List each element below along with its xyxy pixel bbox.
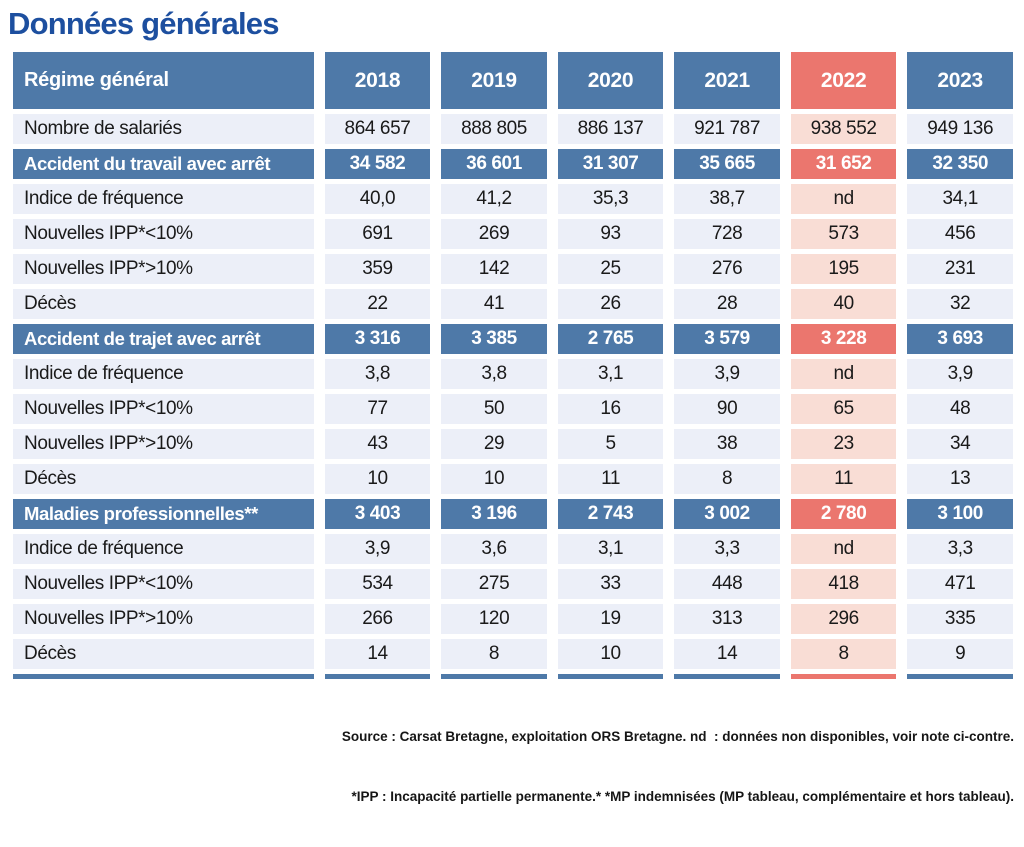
cell-value: 3,6 — [441, 534, 547, 564]
cell-value: 8 — [441, 639, 547, 669]
cell-value: 3 228 — [791, 324, 897, 354]
table-header-label: Régime général — [13, 52, 314, 109]
cell-value: 40,0 — [325, 184, 431, 214]
table-row — [13, 289, 1013, 319]
cell-value: 32 350 — [907, 149, 1013, 179]
year-header-2022: 2022 — [791, 52, 897, 109]
section-row — [13, 149, 1013, 179]
cell-value: 886 137 — [558, 114, 664, 144]
cell-value: 728 — [674, 219, 780, 249]
row-label: Nouvelles IPP*<10% — [13, 569, 314, 599]
row-label: Décès — [13, 639, 314, 669]
cell-value: 8 — [674, 464, 780, 494]
cell-value: 16 — [558, 394, 664, 424]
cell-value: 3 316 — [325, 324, 431, 354]
cell-value: 3,8 — [325, 359, 431, 389]
cell-value: 3,1 — [558, 534, 664, 564]
cell-value: 921 787 — [674, 114, 780, 144]
bottom-bar-segment — [791, 674, 897, 679]
table-row — [13, 219, 1013, 249]
table-row — [13, 254, 1013, 284]
cell-value: 36 601 — [441, 149, 547, 179]
cell-value: 3 100 — [907, 499, 1013, 529]
row-label: Décès — [13, 464, 314, 494]
cell-value: 938 552 — [791, 114, 897, 144]
cell-value: 313 — [674, 604, 780, 634]
data-table — [2, 47, 1024, 684]
year-header-2020: 2020 — [558, 52, 664, 109]
cell-value: 2 743 — [558, 499, 664, 529]
table-row — [13, 359, 1013, 389]
cell-value: 573 — [791, 219, 897, 249]
cell-value: 11 — [791, 464, 897, 494]
cell-value: 35,3 — [558, 184, 664, 214]
cell-value: 34,1 — [907, 184, 1013, 214]
cell-value: 8 — [791, 639, 897, 669]
bottom-bar-segment — [441, 674, 547, 679]
cell-value: 14 — [674, 639, 780, 669]
table-row — [13, 184, 1013, 214]
cell-value: 38,7 — [674, 184, 780, 214]
table-row — [13, 639, 1013, 669]
source-note: Source : Carsat Bretagne, exploitation ORS Bretagne. nd : données non disponibles, voir note ci-contre. — [341, 729, 1014, 744]
cell-value: 13 — [907, 464, 1013, 494]
cell-value: 691 — [325, 219, 431, 249]
row-label: Accident du travail avec arrêt — [13, 149, 314, 179]
cell-value: 335 — [907, 604, 1013, 634]
cell-value: 3 693 — [907, 324, 1013, 354]
cell-value: 864 657 — [325, 114, 431, 144]
cell-value: 888 805 — [441, 114, 547, 144]
cell-value: 269 — [441, 219, 547, 249]
cell-value: 31 652 — [791, 149, 897, 179]
row-label: Nouvelles IPP*>10% — [13, 429, 314, 459]
cell-value: 34 582 — [325, 149, 431, 179]
cell-value: 90 — [674, 394, 780, 424]
cell-value: 34 — [907, 429, 1013, 459]
cell-value: 50 — [441, 394, 547, 424]
cell-value: 275 — [441, 569, 547, 599]
cell-value: 448 — [674, 569, 780, 599]
cell-value: 25 — [558, 254, 664, 284]
cell-value: 48 — [907, 394, 1013, 424]
cell-value: 949 136 — [907, 114, 1013, 144]
row-label: Décès — [13, 289, 314, 319]
cell-value: 120 — [441, 604, 547, 634]
table-header-row — [13, 52, 1013, 109]
cell-value: 456 — [907, 219, 1013, 249]
cell-value: 3,3 — [907, 534, 1013, 564]
cell-value: 28 — [674, 289, 780, 319]
bottom-bar-segment — [674, 674, 780, 679]
cell-value: 93 — [558, 219, 664, 249]
year-header-2021: 2021 — [674, 52, 780, 109]
row-label: Nouvelles IPP*<10% — [13, 394, 314, 424]
cell-value: 359 — [325, 254, 431, 284]
cell-value: 31 307 — [558, 149, 664, 179]
table-row — [13, 394, 1013, 424]
row-label: Indice de fréquence — [13, 184, 314, 214]
cell-value: 26 — [558, 289, 664, 319]
footnote — [0, 687, 1014, 847]
cell-value: 19 — [558, 604, 664, 634]
row-label: Accident de trajet avec arrêt — [13, 324, 314, 354]
cell-value: 3,8 — [441, 359, 547, 389]
cell-value: 276 — [674, 254, 780, 284]
table-row — [13, 464, 1013, 494]
cell-value: 3 385 — [441, 324, 547, 354]
cell-value: 3 403 — [325, 499, 431, 529]
cell-value: 471 — [907, 569, 1013, 599]
cell-value: 2 780 — [791, 499, 897, 529]
cell-value: 231 — [907, 254, 1013, 284]
cell-value: 65 — [791, 394, 897, 424]
cell-value: 296 — [791, 604, 897, 634]
cell-value: 32 — [907, 289, 1013, 319]
cell-value: 266 — [325, 604, 431, 634]
cell-value: 3,9 — [325, 534, 431, 564]
cell-value: 10 — [325, 464, 431, 494]
cell-value: 33 — [558, 569, 664, 599]
cell-value: 2 765 — [558, 324, 664, 354]
cell-value: 29 — [441, 429, 547, 459]
cell-value: 3,9 — [907, 359, 1013, 389]
page-title: Données générales — [8, 6, 279, 41]
abbreviation-note: *IPP : Incapacité partielle permanente.* *MP indemnisées (MP tableau, complémentaire et hors tableau). — [351, 789, 1014, 804]
cell-value: 38 — [674, 429, 780, 459]
table-row — [13, 114, 1013, 144]
cell-value: 77 — [325, 394, 431, 424]
year-header-2019: 2019 — [441, 52, 547, 109]
cell-value: 23 — [791, 429, 897, 459]
cell-value: 3 579 — [674, 324, 780, 354]
cell-value: 195 — [791, 254, 897, 284]
cell-value: 41,2 — [441, 184, 547, 214]
cell-value: 10 — [558, 639, 664, 669]
cell-value: 11 — [558, 464, 664, 494]
cell-value: 35 665 — [674, 149, 780, 179]
row-label: Indice de fréquence — [13, 534, 314, 564]
cell-value: 10 — [441, 464, 547, 494]
year-header-2018: 2018 — [325, 52, 431, 109]
cell-value: 22 — [325, 289, 431, 319]
row-label: Nombre de salariés — [13, 114, 314, 144]
cell-value: 3 002 — [674, 499, 780, 529]
cell-value: 3 196 — [441, 499, 547, 529]
row-label: Indice de fréquence — [13, 359, 314, 389]
cell-value: 41 — [441, 289, 547, 319]
section-row — [13, 499, 1013, 529]
table-bottom-bar — [13, 674, 1013, 679]
row-label: Nouvelles IPP*>10% — [13, 254, 314, 284]
bottom-bar-segment — [325, 674, 431, 679]
cell-value: 534 — [325, 569, 431, 599]
bottom-bar-segment — [13, 674, 314, 679]
section-row — [13, 324, 1013, 354]
cell-value: 3,1 — [558, 359, 664, 389]
year-header-2023: 2023 — [907, 52, 1013, 109]
page — [0, 5, 1024, 804]
table-row — [13, 604, 1013, 634]
cell-value: 43 — [325, 429, 431, 459]
bottom-bar-segment — [907, 674, 1013, 679]
cell-value: nd — [791, 184, 897, 214]
cell-value: 3,9 — [674, 359, 780, 389]
row-label: Nouvelles IPP*<10% — [13, 219, 314, 249]
row-label: Maladies professionnelles** — [13, 499, 314, 529]
cell-value: 418 — [791, 569, 897, 599]
cell-value: 3,3 — [674, 534, 780, 564]
cell-value: nd — [791, 534, 897, 564]
cell-value: 40 — [791, 289, 897, 319]
table-row — [13, 534, 1013, 564]
bottom-bar-segment — [558, 674, 664, 679]
table-row — [13, 569, 1013, 599]
cell-value: 14 — [325, 639, 431, 669]
cell-value: 9 — [907, 639, 1013, 669]
table-row — [13, 429, 1013, 459]
cell-value: 5 — [558, 429, 664, 459]
cell-value: 142 — [441, 254, 547, 284]
row-label: Nouvelles IPP*>10% — [13, 604, 314, 634]
cell-value: nd — [791, 359, 897, 389]
